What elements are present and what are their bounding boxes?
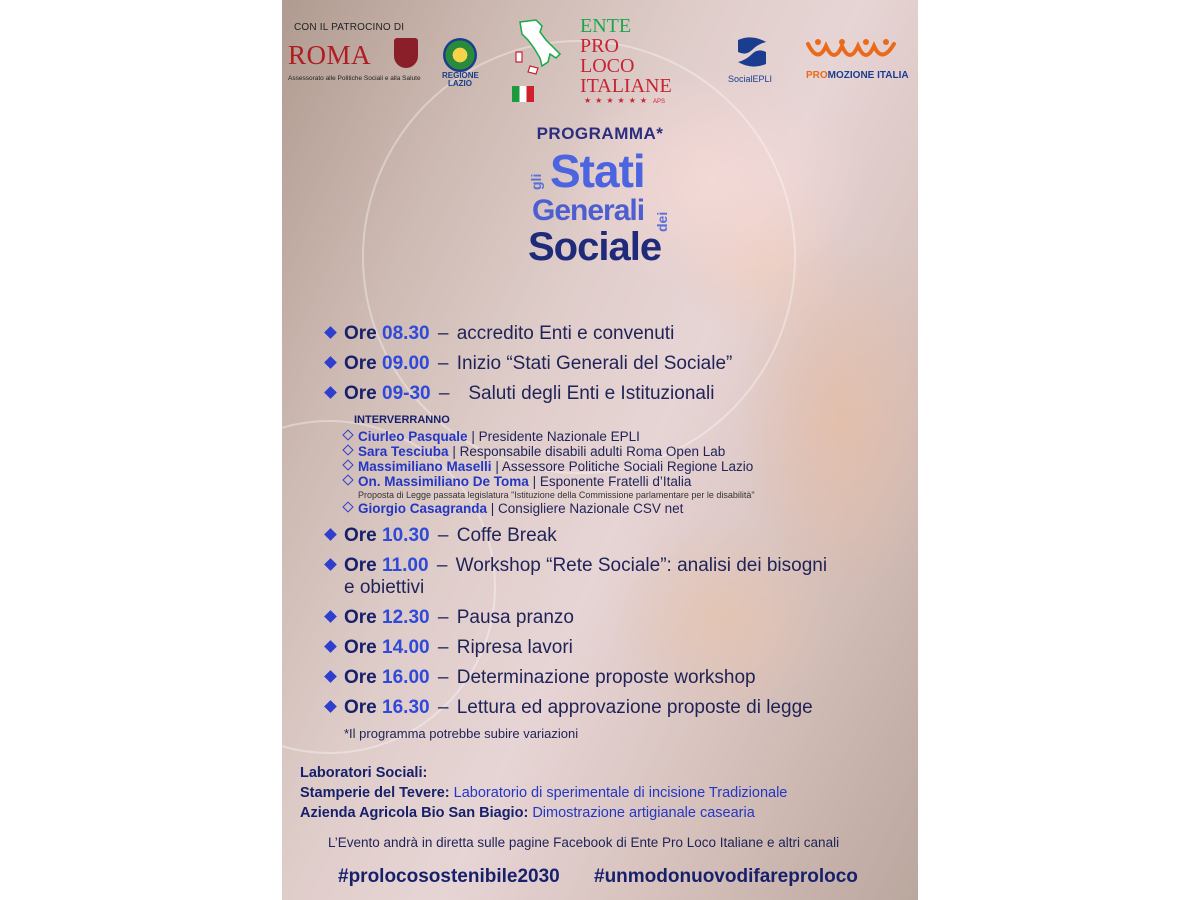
title-stati: Stati [550, 145, 645, 197]
title-sociale: Sociale [528, 225, 662, 269]
program-footnote: *Il programma potrebbe subire variazioni [344, 726, 579, 741]
ore-label: Ore [344, 383, 377, 404]
ente-line: ITALIANE [580, 75, 672, 97]
ore-label: Ore [344, 555, 377, 576]
roma-logo-text: ROMA [288, 40, 372, 70]
schedule-time: 14.00 [382, 637, 430, 658]
italy-map-icon [512, 18, 564, 78]
speaker-name: Ciurleo Pasquale [358, 429, 468, 444]
ore-label: Ore [344, 525, 377, 546]
schedule-item: Ore 12.30 – Pausa pranzo [326, 607, 574, 629]
schedule-time: 12.30 [382, 607, 430, 628]
ente-line: PRO [580, 35, 619, 57]
hashtag: #prolocosostenibile2030 [338, 866, 560, 887]
laboratorio-item [300, 805, 755, 821]
laboratorio-item [300, 785, 787, 801]
schedule-time: 11.00 [382, 555, 429, 576]
schedule-item: Ore 10.30 – Coffe Break [326, 525, 557, 547]
schedule-text: Lettura ed approvazione proposte di legge [456, 697, 813, 718]
schedule-text: Determinazione proposte workshop [456, 667, 756, 688]
schedule-time: 16.00 [382, 667, 430, 688]
regione-lazio-emblem-icon [443, 38, 477, 72]
roma-crest-icon [394, 38, 418, 68]
speaker-item [344, 429, 640, 444]
speaker-item [344, 444, 725, 459]
programma-title: PROGRAMMA* [536, 124, 664, 143]
roma-subtitle: Assessorato alle Politiche Sociali e alla Salute [288, 75, 421, 82]
ore-label: Ore [344, 637, 377, 658]
diamond-bullet-icon [324, 558, 337, 571]
promo-label-bold: PRO [806, 70, 828, 81]
event-poster [282, 0, 918, 900]
speaker-item [344, 501, 683, 516]
schedule-text: Saluti degli Enti e Istituzionali [468, 383, 715, 404]
law-proposal-note: Proposta di Legge passata legislatura "Istituzione della Commissione parlamentare per le disabilità" [358, 490, 755, 500]
schedule-text: accredito Enti e convenuti [456, 323, 675, 344]
diamond-bullet-icon [324, 386, 337, 399]
laboratorio-desc: Laboratorio di sperimentale di incisione Tradizionale [453, 785, 788, 801]
schedule-time: 09-30 [382, 383, 431, 404]
speaker-role: | Responsabile disabili adulti Roma Open Lab [452, 444, 726, 459]
italian-flag-icon [512, 86, 534, 102]
regione-lazio-label: REGIONE LAZIO [442, 71, 479, 88]
schedule-item: Ore 08.30 – accredito Enti e convenuti [326, 323, 674, 345]
schedule-item: Ore 11.00 – Workshop “Rete Sociale”: analisi dei bisogni [326, 555, 827, 577]
diamond-bullet-icon [324, 700, 337, 713]
ente-line: ENTE [580, 15, 632, 37]
ore-label: Ore [344, 323, 377, 344]
laboratorio-desc: Dimostrazione artigianale casearia [532, 805, 755, 821]
title-generali: Generali [532, 194, 645, 227]
speaker-name: Giorgio Casagranda [358, 501, 488, 516]
ente-line: LOCO [580, 55, 635, 77]
schedule-text-continued: e obiettivi [344, 577, 425, 598]
title-dei: dei [654, 211, 670, 232]
outline-diamond-icon [342, 459, 353, 470]
ore-label: Ore [344, 353, 377, 374]
speaker-name: Sara Tesciuba [358, 444, 449, 459]
hashtag: #unmodonuovodifareproloco [594, 866, 858, 887]
schedule-text: Pausa pranzo [456, 607, 574, 628]
title-gli: gli [528, 173, 544, 190]
speaker-role: | Presidente Nazionale EPLI [471, 429, 640, 444]
ente-stars [584, 96, 665, 105]
promo-label-rest: MOZIONE ITALIA [827, 70, 909, 81]
schedule-item: Ore 14.00 – Ripresa lavori [326, 637, 573, 659]
social-epli-logo-icon [732, 34, 772, 70]
schedule-text: Inizio “Stati Generali del Sociale” [456, 353, 733, 374]
schedule-item: Ore 16.30 – Lettura ed approvazione proposte di legge [326, 697, 813, 719]
ore-label: Ore [344, 697, 377, 718]
speaker-name: Massimiliano Maselli [358, 459, 492, 474]
diamond-bullet-icon [324, 356, 337, 369]
promozione-italia-logo-icon [804, 36, 900, 66]
laboratorio-org: Stamperie del Tevere: [300, 785, 450, 801]
ore-label: Ore [344, 667, 377, 688]
laboratori-title: Laboratori Sociali: [300, 765, 428, 781]
diamond-bullet-icon [324, 528, 337, 541]
diamond-bullet-icon [324, 326, 337, 339]
speaker-name: On. Massimiliano De Toma [358, 474, 529, 489]
diamond-bullet-icon [324, 670, 337, 683]
ore-label: Ore [344, 607, 377, 628]
social-epli-label: SocialEPLI [728, 74, 773, 84]
schedule-item: Ore 09-30 – Saluti degli Enti e Istituzionali [326, 383, 714, 405]
stars-icon: ★★★★★★ [584, 96, 652, 105]
schedule-time: 08.30 [382, 323, 430, 344]
speaker-role: | Assessore Politiche Sociali Regione Lazio [495, 459, 754, 474]
outline-diamond-icon [342, 474, 353, 485]
diamond-bullet-icon [324, 610, 337, 623]
patrocinio-label: CON IL PATROCINO DI [294, 22, 405, 33]
schedule-text: Workshop “Rete Sociale”: analisi dei bisogni [455, 555, 828, 576]
speaker-item [344, 474, 691, 489]
interverranno-label: INTERVERRANNO [354, 414, 450, 426]
schedule-time: 09.00 [382, 353, 430, 374]
schedule-text: Ripresa lavori [456, 637, 573, 658]
diretta-note: L’Evento andrà in diretta sulle pagine Facebook di Ente Pro Loco Italiane e altri canali [328, 835, 840, 850]
diamond-bullet-icon [324, 640, 337, 653]
promozione-italia-label [806, 70, 909, 81]
speaker-role: | Consigliere Nazionale CSV net [490, 501, 684, 516]
aps-label: APS [653, 99, 666, 105]
schedule-text: Coffe Break [456, 525, 557, 546]
speaker-item [344, 459, 753, 474]
schedule-time: 16.30 [382, 697, 430, 718]
schedule-time: 10.30 [382, 525, 430, 546]
schedule-item: Ore 09.00 – Inizio “Stati Generali del Sociale” [326, 353, 732, 375]
schedule-item: Ore 16.00 – Determinazione proposte workshop [326, 667, 756, 689]
outline-diamond-icon [342, 501, 353, 512]
outline-diamond-icon [342, 429, 353, 440]
outline-diamond-icon [342, 444, 353, 455]
ente-pro-loco-logo [580, 16, 672, 96]
speaker-role: | Esponente Fratelli d’Italia [532, 474, 692, 489]
laboratorio-org: Azienda Agricola Bio San Biagio: [300, 805, 529, 821]
